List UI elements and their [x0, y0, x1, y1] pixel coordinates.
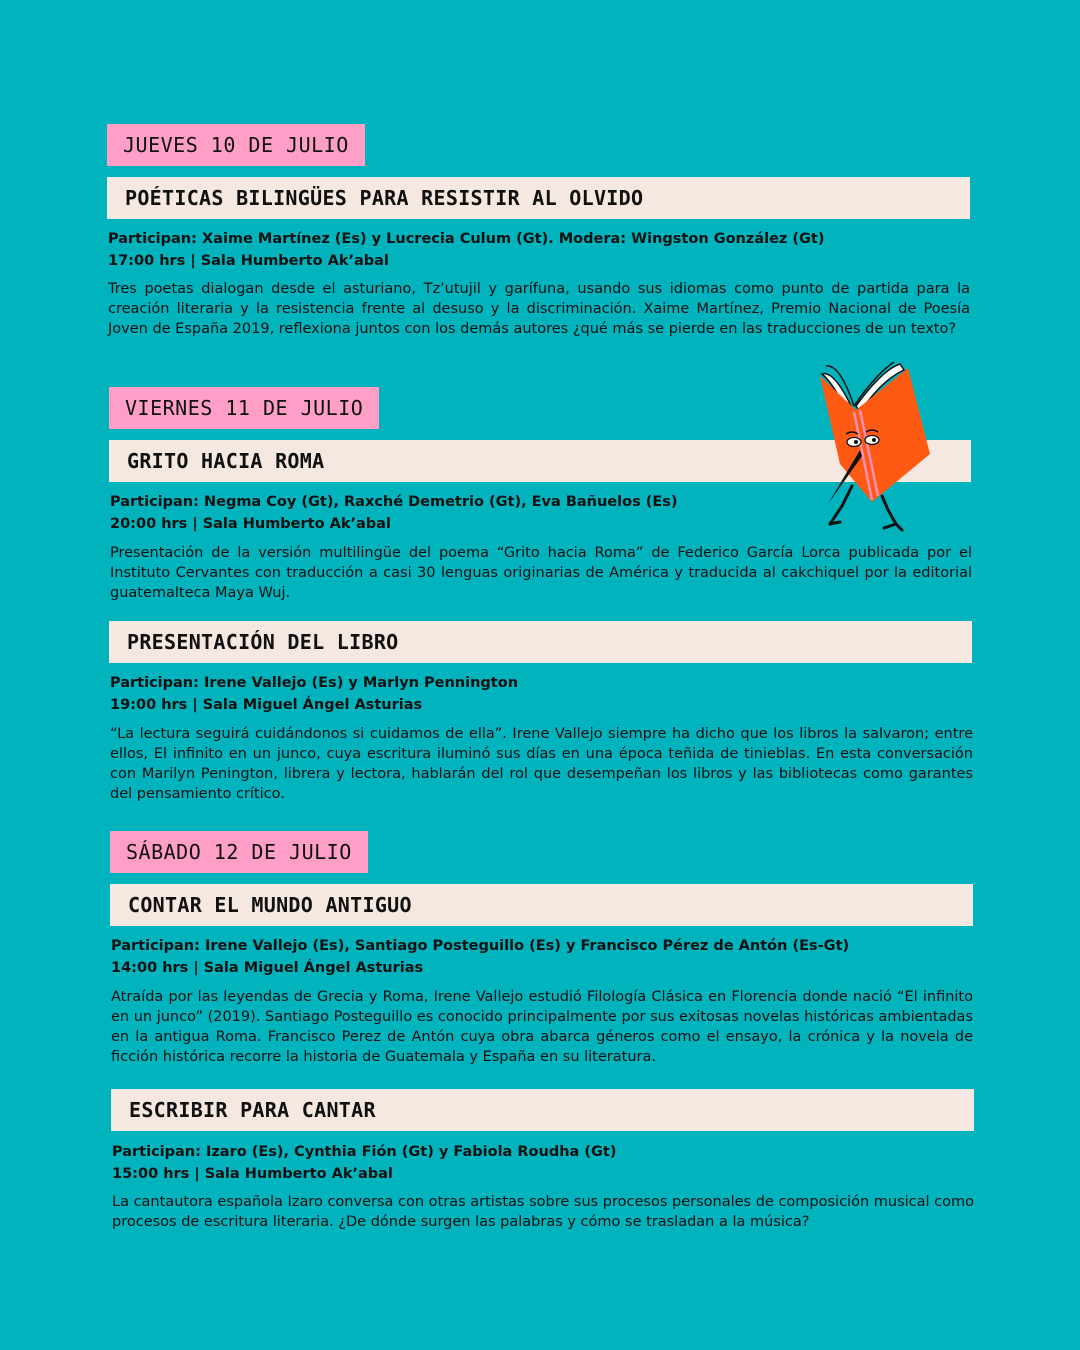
participants: Participan: Irene Vallejo (Es), Santiago Posteguillo (Es) y Francisco Pérez de Antón (Es-Gt) — [111, 938, 850, 954]
event-title-escribir: ESCRIBIR PARA CANTAR — [111, 1089, 974, 1131]
event-title-contar: CONTAR EL MUNDO ANTIGUO — [110, 884, 973, 926]
event-title-grito: GRITO HACIA ROMA — [109, 440, 971, 482]
event-meta-escribir — [112, 1141, 974, 1185]
event-meta-poeticas — [108, 228, 970, 272]
date-tag-viernes: VIERNES 11 DE JULIO — [109, 387, 379, 429]
date-tag-jueves: JUEVES 10 DE JULIO — [107, 124, 365, 166]
time-place: 15:00 hrs | Sala Humberto Ak’abal — [112, 1166, 393, 1182]
participants: Participan: Irene Vallejo (Es) y Marlyn Pennington — [110, 675, 519, 691]
event-meta-contar — [111, 935, 973, 979]
event-description-poeticas: Tres poetas dialogan desde el asturiano, Tz’utujil y garífuna, usando sus idiomas como punto de partida para la creación literaria y la resistencia frente al desuso y la discriminación. Xaime Martínez, Premio Nacional de Poesía Joven de España 2019, reflexiona juntos con los demás autores ¿qué más se pierde en las traducciones de un texto? — [108, 281, 970, 337]
event-title-presentacion: PRESENTACIÓN DEL LIBRO — [109, 621, 972, 663]
event-description-grito: Presentación de la versión multilingüe del poema “Grito hacia Roma” de Federico García Lorca publicada por el Instituto Cervantes con traducción a casi 30 lenguas originarias de América y traducida al cakchiquel por la editorial guatemalteca Maya Wuj. — [110, 545, 972, 601]
date-tag-sabado: SÁBADO 12 DE JULIO — [110, 831, 368, 873]
time-place: 20:00 hrs | Sala Humberto Ak’abal — [110, 516, 391, 532]
time-place: 17:00 hrs | Sala Humberto Ak’abal — [108, 253, 389, 269]
event-description-contar: Atraída por las leyendas de Grecia y Roma, Irene Vallejo estudió Filología Clásica en Florencia donde nació “El infinito en un junco” (2019). Santiago Posteguillo es conocido principalmente por sus exitosas novelas históricas ambientadas en la antigua Roma. Francisco Perez de Antón cuya obra abarca géneros como el ensayo, la crónica y la novela de ficción histórica recorre la historia de Guatemala y España en su literatura. — [111, 989, 973, 1065]
participants: Participan: Izaro (Es), Cynthia Fión (Gt) y Fabiola Roudha (Gt) — [112, 1144, 617, 1160]
time-place: 14:00 hrs | Sala Miguel Ángel Asturias — [111, 960, 424, 976]
event-meta-presentacion — [110, 672, 972, 716]
participants: Participan: Xaime Martínez (Es) y Lucrecia Culum (Gt). Modera: Wingston González (Gt) — [108, 231, 825, 247]
participants: Participan: Negma Coy (Gt), Raxché Demetrio (Gt), Eva Bañuelos (Es) — [110, 494, 678, 510]
event-meta-grito — [110, 491, 810, 535]
event-title-poeticas: POÉTICAS BILINGÜES PARA RESISTIR AL OLVIDO — [107, 177, 970, 219]
event-description-presentacion: “La lectura seguirá cuidándonos si cuidamos de ella”. Irene Vallejo siempre ha dicho que los libros la salvaron; entre ellos, El infinito en un junco, cuya escritura iluminó sus días en una época teñida de tinieblas. En esta conversación con Marilyn Penington, librera y lectora, hablarán del rol que desempeñan los libros y las bibliotecas como garantes del pensamiento crítico. — [110, 726, 973, 802]
event-description-escribir: La cantautora española Izaro conversa con otras artistas sobre sus procesos personales de composición musical como procesos de escritura literaria. ¿De dónde surgen las palabras y cómo se trasladan a la música? — [112, 1194, 974, 1230]
time-place: 19:00 hrs | Sala Miguel Ángel Asturias — [110, 697, 423, 713]
walking-book-icon — [812, 360, 938, 536]
